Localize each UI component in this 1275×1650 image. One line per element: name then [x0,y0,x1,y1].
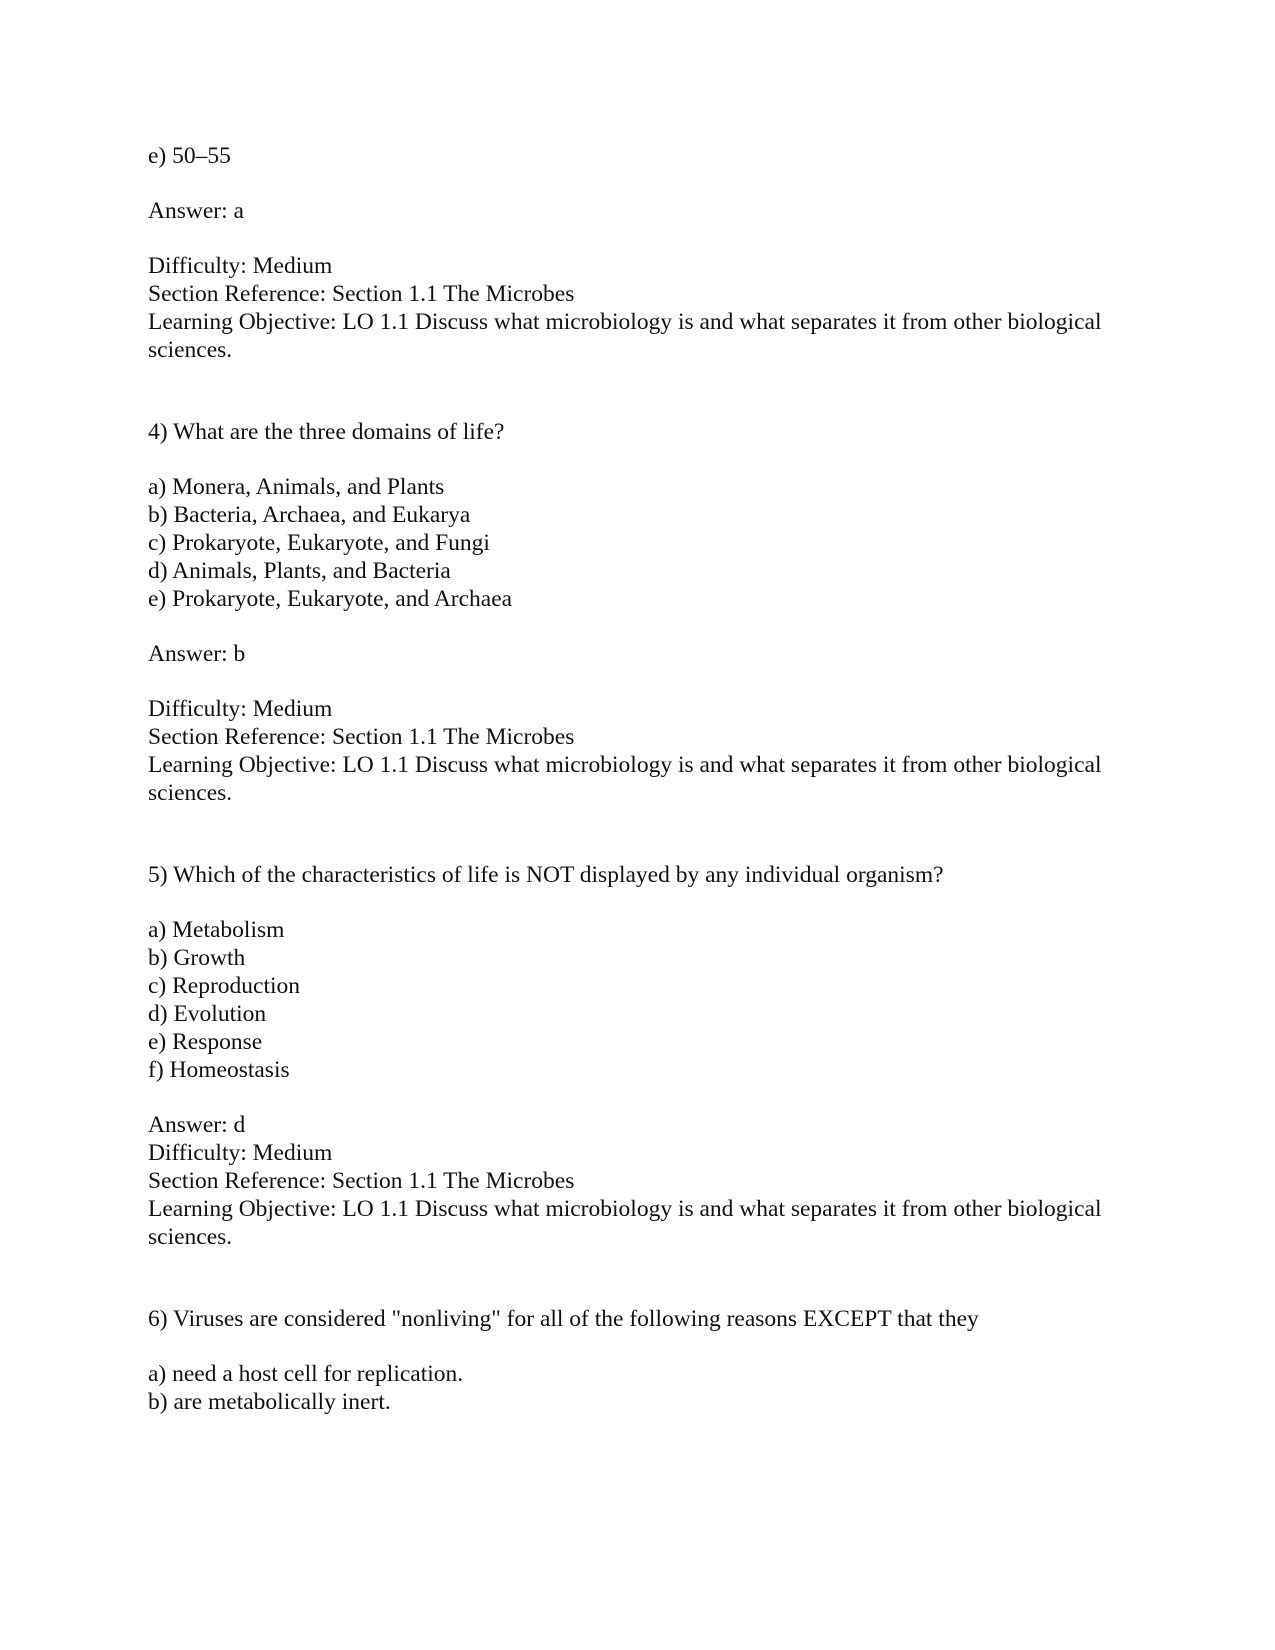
section-reference: Section Reference: Section 1.1 The Microbes [148,1168,575,1194]
difficulty: Difficulty: Medium [148,1140,333,1166]
question-3-continuation [148,142,1128,364]
option-e: e) Prokaryote, Eukaryote, and Archaea [148,586,513,612]
option-b: b) Bacteria, Archaea, and Eukarya [148,502,471,528]
option-a: a) Metabolism [148,917,285,943]
question-4 [148,418,1128,807]
section-reference: Section Reference: Section 1.1 The Microbes [148,281,575,307]
answer: Answer: b [148,641,246,667]
question-6 [148,1305,1128,1416]
option-c: c) Reproduction [148,973,301,999]
section-reference: Section Reference: Section 1.1 The Microbes [148,724,575,750]
option-d: d) Animals, Plants, and Bacteria [148,558,451,584]
difficulty: Difficulty: Medium [148,253,333,279]
question-5 [148,861,1128,1251]
answer: Answer: d [148,1112,246,1138]
question-text: 4) What are the three domains of life? [148,419,505,445]
option-e: e) Response [148,1029,263,1055]
option-b: b) are metabolically inert. [148,1389,391,1415]
option-d: d) Evolution [148,1001,267,1027]
learning-objective: Learning Objective: LO 1.1 Discuss what microbiology is and what separates it from other biological sciences. [148,309,1102,363]
difficulty: Difficulty: Medium [148,696,333,722]
option-b: b) Growth [148,945,246,971]
option-f: f) Homeostasis [148,1057,290,1083]
learning-objective: Learning Objective: LO 1.1 Discuss what microbiology is and what separates it from other biological sciences. [148,1196,1102,1250]
question-text: 5) Which of the characteristics of life is NOT displayed by any individual organism? [148,862,944,888]
document-page [148,142,1128,1416]
option-c: c) Prokaryote, Eukaryote, and Fungi [148,530,490,556]
learning-objective: Learning Objective: LO 1.1 Discuss what microbiology is and what separates it from other biological sciences. [148,752,1102,806]
option-a: a) Monera, Animals, and Plants [148,474,445,500]
answer: Answer: a [148,198,244,224]
question-text: 6) Viruses are considered "nonliving" for all of the following reasons EXCEPT that they [148,1306,979,1332]
option-e: e) 50–55 [148,143,231,169]
option-a: a) need a host cell for replication. [148,1361,464,1387]
